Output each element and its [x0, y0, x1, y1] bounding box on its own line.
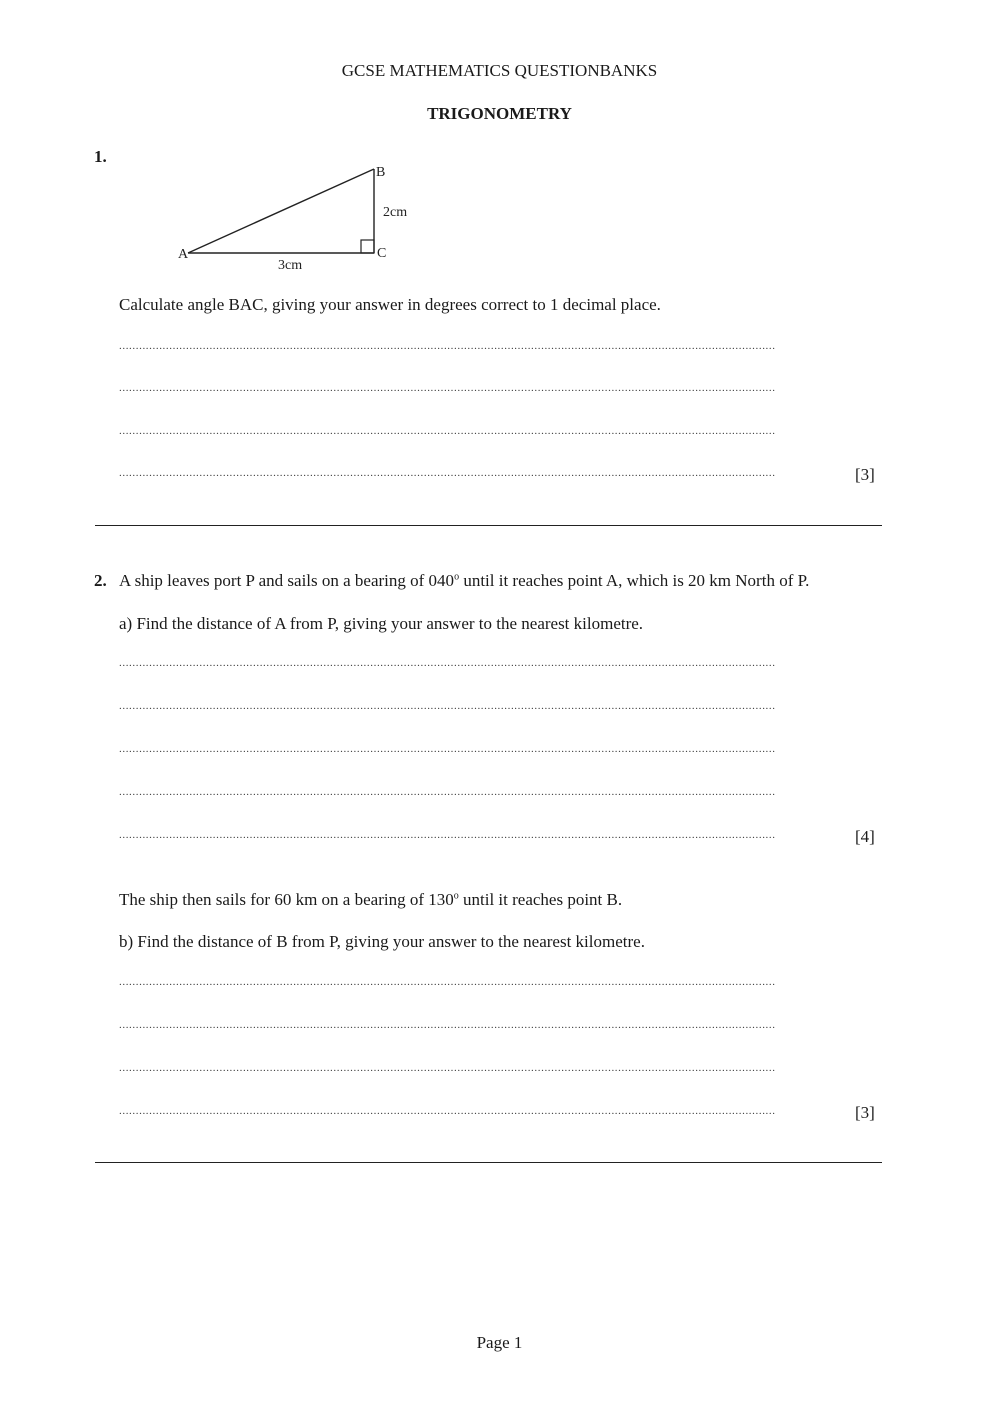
answer-line[interactable]: ....................................................................................................................................................................................................: [119, 1062, 776, 1074]
question-2-intro: A ship leaves port P and sails on a bearing of 040$^o$ until it reaches point A, which is 20 km North of P.: [119, 571, 810, 590]
answer-line[interactable]: ....................................................................................................................................................................................................: [119, 425, 776, 437]
answer-line[interactable]: ....................................................................................................................................................................................................: [119, 340, 776, 352]
question-2b-marks: [3]: [855, 1103, 875, 1122]
page-number: Page 1: [476, 1333, 523, 1352]
answer-line[interactable]: ....................................................................................................................................................................................................: [119, 829, 776, 841]
answer-line[interactable]: ....................................................................................................................................................................................................: [119, 743, 776, 755]
side-bc-label: 2cm: [383, 205, 408, 220]
answer-line[interactable]: ....................................................................................................................................................................................................: [119, 786, 776, 798]
answer-line[interactable]: ....................................................................................................................................................................................................: [119, 700, 776, 712]
question-2a-marks: [4]: [855, 827, 875, 846]
page-title: TRIGONOMETRY: [427, 104, 572, 123]
vertex-a-label: A: [178, 247, 189, 262]
answer-line[interactable]: ....................................................................................................................................................................................................: [119, 657, 776, 669]
answer-line[interactable]: ....................................................................................................................................................................................................: [119, 467, 776, 479]
question-2-continuation: The ship then sails for 60 km on a bearing of 130$^o$ until it reaches point B.: [119, 890, 623, 909]
vertex-b-label: B: [376, 165, 386, 180]
answer-line[interactable]: ....................................................................................................................................................................................................: [119, 1019, 776, 1031]
vertex-c-label: C: [377, 246, 387, 261]
triangle-diagram: [170, 158, 430, 278]
side-ac-label: 3cm: [278, 258, 303, 273]
question-1-number: 1.: [94, 147, 107, 166]
answer-line[interactable]: ....................................................................................................................................................................................................: [119, 976, 776, 988]
question-2a-prompt: a) Find the distance of A from P, giving your answer to the nearest kilometre.: [119, 614, 644, 633]
side-ab: [188, 169, 374, 253]
section-divider: [95, 1162, 882, 1163]
question-1-marks: [3]: [855, 465, 875, 484]
answer-line[interactable]: ....................................................................................................................................................................................................: [119, 1105, 776, 1117]
question-2b-prompt: b) Find the distance of B from P, giving your answer to the nearest kilometre.: [119, 932, 645, 951]
document-header: GCSE MATHEMATICS QUESTIONBANKS: [341, 61, 658, 80]
question-1-prompt: Calculate angle BAC, giving your answer in degrees correct to 1 decimal place.: [119, 295, 661, 314]
right-angle-marker: [361, 240, 374, 253]
section-divider: [95, 525, 882, 526]
answer-line[interactable]: ....................................................................................................................................................................................................: [119, 382, 776, 394]
question-2-number: 2.: [94, 571, 107, 590]
